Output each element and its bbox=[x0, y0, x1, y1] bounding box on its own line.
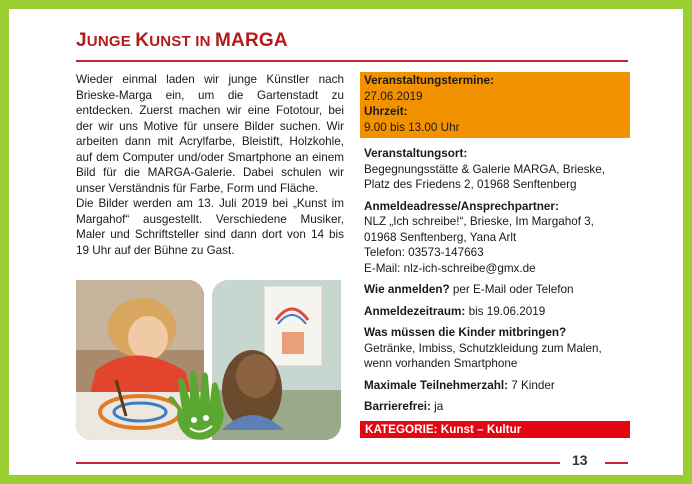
mitbringen-line-2: wenn vorhanden Smartphone bbox=[364, 357, 518, 370]
accessibility: Barrierefrei: ja bbox=[364, 400, 444, 413]
mitbringen-line-1: Getränke, Imbiss, Schutzkleidung zum Malen, bbox=[364, 341, 602, 355]
max-participants: Maximale Teilnehmerzahl: 7 Kinder bbox=[364, 378, 555, 392]
termine-value: 27.06.2019 bbox=[364, 89, 423, 103]
paragraph-2: Die Bilder werden am 13. Juli 2019 bei „Kunst im Margahof“ ausgestellt. Verschiedene Musiker, Maler und Schriftsteller sind dann dort von 14 bis 19 Uhr auf der Bühne zu Gast. bbox=[76, 197, 344, 257]
page-title: JUNGE KUNST IN MARGA bbox=[76, 30, 288, 51]
mitbringen-label: Was müssen die Kinder mitbringen? bbox=[364, 326, 567, 339]
uhrzeit-value: 9.00 bis 13.00 Uhr bbox=[364, 120, 460, 134]
ort-line-1: Begegnungsstätte & Galerie MARGA, Brieske, bbox=[364, 162, 606, 176]
registration-period: Anmeldezeitraum: bis 19.06.2019 bbox=[364, 304, 546, 318]
anmelde-line-2: 01968 Senftenberg, Yana Arlt bbox=[364, 230, 517, 244]
anmelde-line-1: NLZ „Ich schreibe!“, Brieske, Im Margahof 3, bbox=[364, 215, 594, 228]
ort-line-2: Platz des Friedens 2, 01968 Senftenberg bbox=[364, 178, 577, 191]
email: E-Mail: nlz-ich-schreibe@gmx.de bbox=[364, 261, 536, 275]
how-to-register: Wie anmelden? per E-Mail oder Telefon bbox=[364, 283, 574, 296]
page-number: 13 bbox=[572, 452, 588, 468]
anmelde-label: Anmeldeadresse/Ansprechpartner: bbox=[364, 199, 559, 213]
ort-label: Veranstaltungsort: bbox=[364, 147, 468, 160]
category-bar: KATEGORIE: Kunst – Kultur bbox=[360, 421, 630, 438]
paragraph-1: Wieder einmal laden wir junge Künstler nach Brieske-Marga ein, um die Gartenstadt zu entdecken. Zuerst machen wir eine Fototour, bei der wir uns Motive für unsere Bilder suchen. Wir arbeiten dann mit Acrylfarbe, Bleistift, Holzkohle, auf dem Computer und/oder Smartphone an einem Bild für die MARGA-Galerie. Dabei schulen wir unser Verständnis für Farbe, Form und Fläche. bbox=[76, 73, 344, 195]
termine-label: Veranstaltungstermine: bbox=[364, 74, 494, 87]
uhrzeit-label: Uhrzeit: bbox=[364, 105, 408, 118]
telefon: Telefon: 03573-147663 bbox=[364, 246, 484, 259]
